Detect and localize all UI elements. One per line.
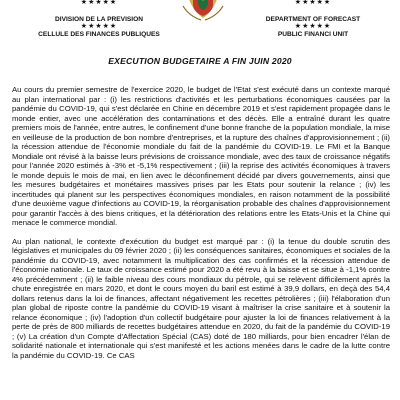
stars-ornament-left: ★★★★★: [80, 0, 118, 6]
document-title: EXECUTION BUDGETAIRE A FIN JUIN 2020: [108, 56, 292, 66]
division-name: DIVISION DE LA PREVISION: [54, 16, 144, 23]
unit-name: PUBLIC FINANCI UNIT: [277, 31, 349, 38]
document-body: [12, 85, 390, 369]
paragraph-international-context: Au cours du premier semestre de l'exercice 2020, le budget de l'Etat s'est exécuté dans un contexte marqué au plan international par : (i) les restrictions d'activités et les perturbations économiques causées par la pandémie du COVID-19, qui s'est déclarée en Chine en décembre 2019 et s'est rapidement propagée dans le monde entier, avec une accélération des contaminations et des décès. Elle a entraîné durant les quatre premiers mois de l'année, entre autres, le confinement d'une bonne franche de la population mondiale, la mise en veilleuse de la production de bon nombre d'entreprises, et la rupture des chaînes d'approvisionnement ; (ii) la récession attendue de l'économie mondiale du fait de la pandémie du COVID-19. Le FMI et la Banque Mondiale ont révisé à la baisse leurs prévisions de croissance mondiale, avec des taux de croissance négatifs pour l'année 2020 estimés à -3% et -5,1% respectivement ; (iii) la reprise des activités économiques à travers le monde depuis le mois de mai, en lien avec le déconfinement décidé par divers gouvernements, ainsi que les mesures budgétaires et monétaires massives prises par les Etats pour soutenir la relance ; (iv) les incertitudes qui planent sur les perspectives économiques mondiales, en raison notamment de la possibilité d'une deuxième vague d'infections au COVID-19, la réorganisation probable des chaînes d'approvisionnement pour garantir l'accès à des biens critiques, et la détérioration des relations entre les Etats-Unis et la Chine qui menace le commerce mondial.: [12, 85, 390, 227]
stars-ornament-right: ★★★★★: [294, 0, 332, 6]
stars-ornament-left-2: ★★★★★: [80, 23, 118, 30]
paragraph-national-context: Au plan national, le contexte d'exécution du budget est marqué par : (i) la tenue du double scrutin des législatives et municipales du 09 février 2020 ; (ii) les conséquences sanitaires, économiques et sociales de la pandémie du COVID-19, avec notamment la multiplication des cas confirmés et la récession attendue de l'économie nationale. Le taux de croissance estimé pour 2020 a été revu à la baisse et se situe à -1,1% contre 4% précédemment ; (ii) le faible niveau des cours mondiaux du pétrole, qui se relèvent difficilement après la chute enregistrée en mars 2020, et dont le cours moyen du baril est estimé à 39,9 dollars, en deçà des 54,4 dollars retenus dans la loi de finances, affectant négativement les recettes pétrolières ; (iii) l'élaboration d'un plan global de riposte contre la pandémie du COVID-19 visant à maîtriser la crise sanitaire et à soutenir la relance économique ; (iv) l'adoption d'un collectif budgétaire pour ajuster la loi de finances relativement à la perte de près de 800 milliards de recettes budgétaires attendue en 2020, du fait de la pandémie du COVID-19 ; (v) La création d'un Compte d'Affectation Spécial (CAS) doté de 180 milliards, pour bien encadrer l'élan de solidarité nationale et internationale qui s'est manifesté et les actions menées dans le cadre de la lutte contre la pandémie du COVID-19. Ce CAS: [12, 236, 390, 360]
header-left-block: [14, 0, 184, 39]
stars-ornament-right-2: ★★★★★: [294, 23, 332, 30]
header-right-block: [238, 0, 388, 39]
coat-of-arms-emblem-icon: [181, 0, 225, 22]
cell-name: CELLULE DES FINANCES PUBLIQUES: [38, 31, 160, 38]
department-name: DEPARTMENT OF FORECAST: [265, 16, 361, 23]
